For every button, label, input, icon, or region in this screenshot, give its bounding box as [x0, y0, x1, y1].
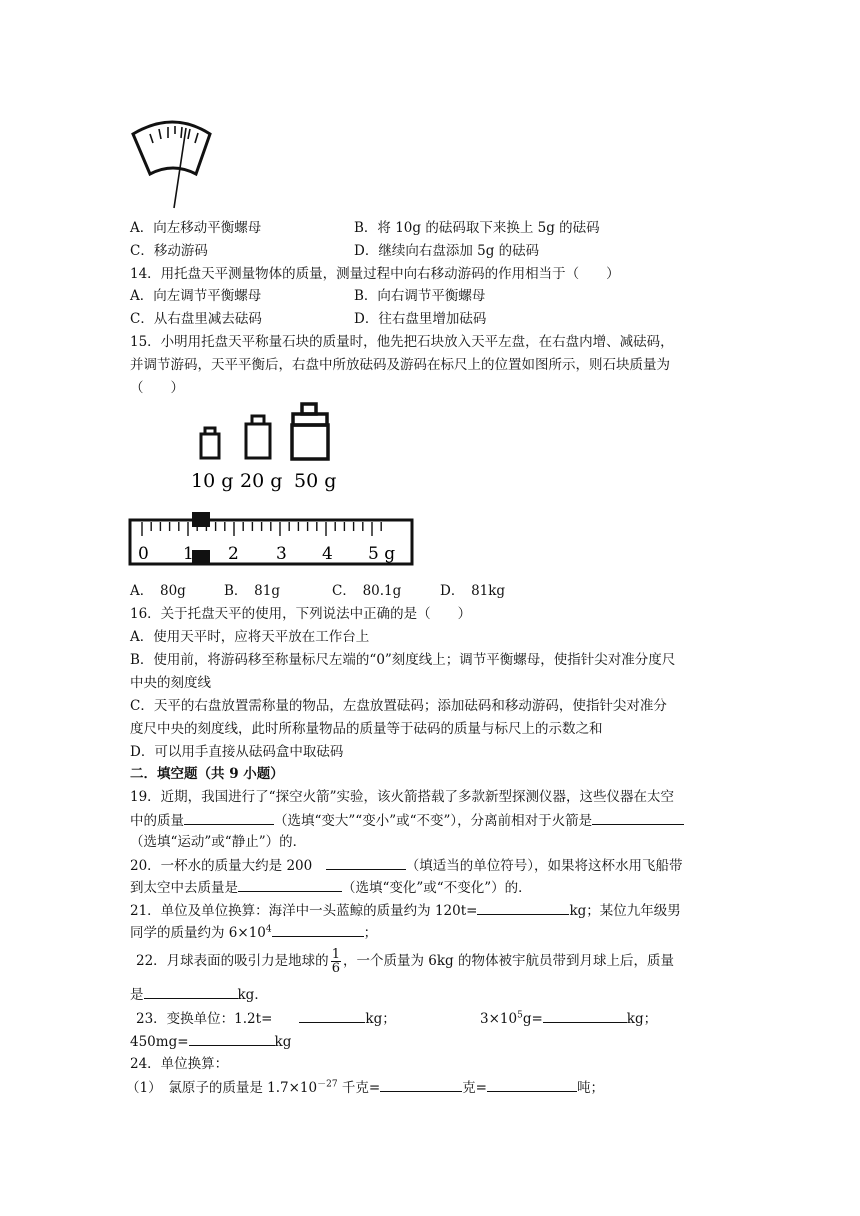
q24-line1: 24．单位换算： — [130, 1056, 229, 1072]
q19-blank-1[interactable] — [184, 810, 274, 825]
q22-line2 — [130, 984, 268, 1005]
q23-text-d: g= — [522, 1011, 543, 1027]
q23-line2 — [130, 1031, 291, 1052]
q15-stem-line2: 并调节游码，天平平衡后，右盘中所放砝码及游码在标尺上的位置如图所示，则石块质量为 — [130, 357, 670, 373]
q21-text-a: 21．单位及单位换算：海洋中一头蓝鲸的质量约为 120t= — [130, 903, 478, 919]
q24-text-c: 克= — [462, 1080, 487, 1096]
weight-10g — [201, 428, 219, 458]
q21-text-d: ； — [363, 925, 378, 941]
ruler-label-1: 1 — [183, 544, 194, 564]
q19-line1: 19．近期，我国进行了“探空火箭”实验，该火箭搭载了多款新型探测仪器，这些仪器在太空 — [130, 789, 674, 805]
q20-text-d: （选填“变化”或“不变化”）的． — [342, 880, 532, 896]
q15-stem-line3: （ ） — [130, 380, 184, 396]
q16-option-c-line1: C．天平的右盘放置需称量的物品，左盘放置砝码；添加砝码和移动游码，使指针尖对准分 — [130, 698, 667, 714]
q22-line1 — [136, 948, 674, 975]
q23-text-b: kg； — [365, 1011, 396, 1027]
q21-text-b: kg；某位九年级男 — [569, 903, 681, 919]
q21-blank-2[interactable] — [272, 922, 364, 937]
q24-exponent: －27 — [317, 1079, 338, 1090]
q23-text-a: 23．变换单位：1.2t= — [136, 1011, 273, 1027]
q20-line2 — [130, 877, 532, 898]
q19-text-a: 中的质量 — [130, 813, 184, 829]
dial-ticks — [150, 126, 198, 143]
q20-text-a: 20．一杯水的质量大约是 200 — [130, 858, 313, 874]
ruler-label-2: 2 — [228, 544, 239, 564]
q22-text-b: ，一个质量为 6kg 的物体被宇航员带到月球上后，质量 — [342, 953, 674, 969]
ruler-ticks — [142, 522, 381, 536]
q22-text-d: kg． — [237, 987, 268, 1003]
q14-option-c: C．从右盘里减去砝码 — [130, 311, 262, 327]
q24-text-a: （1） 氯原子的质量是 1.7×10 — [126, 1080, 318, 1096]
rider-top — [192, 512, 210, 527]
q15-option-a: A． 80g — [130, 583, 186, 599]
section-2-title: 二．填空题（共 9 小题） — [130, 766, 284, 782]
q14-option-a: A．向左调节平衡螺母 — [130, 288, 262, 304]
ruler-figure — [128, 508, 418, 570]
q15-stem-line1: 15．小明用托盘天平称量石块的质量时，他先把石块放入天平左盘，在右盘内增、减砝码， — [130, 334, 674, 350]
q24-line2 — [126, 1077, 604, 1098]
q16-option-a: A．使用天平时，应将天平放在工作台上 — [130, 629, 370, 645]
q20-line1 — [130, 855, 683, 876]
q16-option-b-line2: 中央的刻度线 — [130, 675, 211, 691]
q19-line2 — [130, 810, 684, 831]
weight-label-10g: 10 g — [191, 470, 234, 492]
q13-option-b: B．将 10g 的砝码取下来换上 5g 的砝码 — [354, 220, 600, 236]
q24-text-d: 吨； — [576, 1080, 604, 1096]
q19-line3: （选填“运动”或“静止”）的． — [130, 834, 307, 850]
ruler-label-3: 3 — [276, 544, 287, 564]
weight-label-20g: 20 g — [240, 470, 283, 492]
q16-option-c-line2: 度尺中央的刻度线，此时所称量物品的质量等于砝码的质量与标尺上的示数之和 — [130, 721, 603, 737]
q21-blank-1[interactable] — [477, 900, 569, 915]
q22-fraction — [331, 948, 341, 975]
q22-fraction-numerator: 1 — [331, 947, 340, 962]
q21-line2 — [130, 922, 377, 943]
q23-line1-left — [136, 1008, 396, 1029]
q23-text-c: 3×10 — [480, 1011, 518, 1027]
q21-line1 — [130, 900, 681, 921]
q20-blank-2[interactable] — [238, 877, 342, 892]
q24-blank-2[interactable] — [487, 1077, 577, 1092]
q22-fraction-denominator: 6 — [331, 961, 340, 976]
q24-text-b: 千克= — [337, 1080, 381, 1096]
rider-bottom — [192, 550, 210, 565]
weight-20g — [246, 416, 270, 458]
ruler-label-5g: 5 g — [368, 544, 396, 564]
balance-dial-figure — [128, 112, 218, 212]
q22-text-a: 22．月球表面的吸引力是地球的 — [136, 953, 329, 969]
q13-option-c: C．移动游码 — [130, 243, 208, 259]
q23-blank-1[interactable] — [299, 1008, 365, 1023]
q22-blank-1[interactable] — [144, 984, 238, 999]
q14-option-d: D．往右盘里增加砝码 — [354, 311, 487, 327]
q22-text-c: 是 — [130, 987, 144, 1003]
q13-option-a: A．向左移动平衡螺母 — [130, 220, 262, 236]
ruler-label-4: 4 — [322, 544, 333, 564]
q21-exponent: 4 — [265, 924, 272, 935]
q15-option-b: B． 81g — [224, 583, 280, 599]
q21-text-c: 同学的质量约为 6×10 — [130, 925, 266, 941]
dial-outline — [133, 122, 210, 174]
q23-text-g: kg — [274, 1034, 292, 1050]
q23-exponent: 5 — [517, 1010, 523, 1021]
q20-text-b: （填适当的单位符号），如果将这杯水用飞船带 — [405, 858, 683, 874]
q23-text-f: 450mg= — [130, 1034, 189, 1050]
q23-blank-3[interactable] — [189, 1031, 275, 1046]
q16-option-b-line1: B．使用前，将游码移至称量标尺左端的“0”刻度线上；调节平衡螺母，使指针尖对准分度尺 — [130, 652, 676, 668]
q16-stem: 16．关于托盘天平的使用，下列说法中正确的是（ ） — [130, 606, 472, 622]
q19-blank-2[interactable] — [592, 810, 684, 825]
q15-option-d: D． 81kg — [440, 583, 506, 599]
q15-option-c: C． 80.1g — [332, 583, 402, 599]
q14-stem: 14．用托盘天平测量物体的质量，测量过程中向右移动游码的作用相当于（ ） — [130, 266, 620, 282]
q20-text-c: 到太空中去质量是 — [130, 880, 238, 896]
q19-text-b: （选填“变大”“变小”或“不变”），分离前相对于火箭是 — [274, 813, 593, 829]
q20-blank-1[interactable] — [326, 855, 406, 870]
weight-label-50g: 50 g — [294, 470, 337, 492]
q23-text-e: kg； — [626, 1011, 658, 1027]
ruler-label-0: 0 — [138, 544, 149, 564]
q23-line1-right — [480, 1008, 657, 1029]
q14-option-b: B．向右调节平衡螺母 — [354, 288, 486, 304]
q23-blank-2[interactable] — [543, 1008, 627, 1023]
weights-figure — [190, 400, 350, 496]
q24-blank-1[interactable] — [380, 1077, 462, 1092]
q13-option-d: D．继续向右盘添加 5g 的砝码 — [354, 243, 540, 259]
q16-option-d: D．可以用手直接从砝码盒中取砝码 — [130, 744, 344, 760]
weight-50g — [292, 404, 328, 459]
